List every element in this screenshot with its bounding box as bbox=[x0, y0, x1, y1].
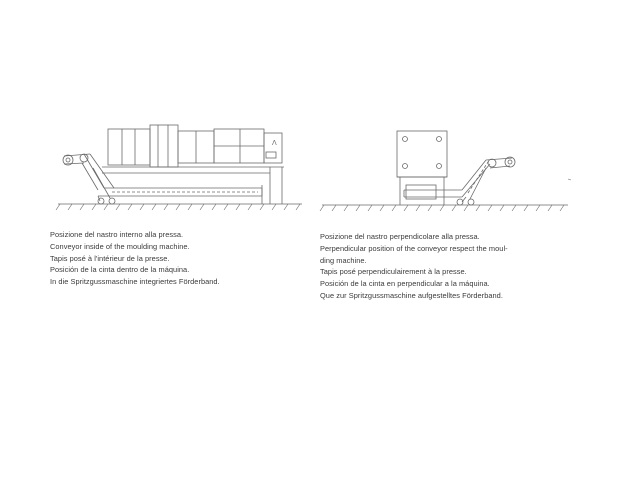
right-caption-line-es: Posición de la cinta en perpendicular a la máquina. bbox=[320, 279, 490, 289]
left-conveyor bbox=[63, 154, 262, 204]
right-figure bbox=[320, 131, 571, 211]
right-ground-hatching bbox=[320, 205, 564, 211]
left-figure bbox=[56, 125, 302, 210]
right-caption-line-en-2: ding machine. bbox=[320, 255, 367, 265]
svg-text:Λ: Λ bbox=[272, 140, 277, 147]
right-stray-mark bbox=[568, 179, 571, 180]
left-caption-line-es: Posición de la cinta dentro de la máquina. bbox=[50, 265, 190, 275]
right-conveyor bbox=[404, 157, 515, 205]
left-caption-line-fr: Tapis posé à l'intérieur de la presse. bbox=[50, 253, 170, 263]
left-caption-line-de: In die Spritzgussmaschine integriertes Förderband. bbox=[50, 277, 220, 287]
right-moulding-machine bbox=[397, 131, 447, 205]
left-caption bbox=[50, 229, 305, 288]
right-caption-line-de: Que zur Spritzgussmaschine aufgestelltes Förderband. bbox=[320, 290, 503, 300]
right-caption-line-en-1: Perpendicular position of the conveyor respect the moul- bbox=[320, 243, 508, 253]
left-ground-hatching bbox=[56, 204, 300, 210]
left-caption-line-it: Posizione del nastro interno alla pressa. bbox=[50, 230, 184, 239]
right-caption bbox=[320, 231, 582, 302]
right-caption-line-fr: Tapis posé perpendiculairement à la presse. bbox=[320, 267, 467, 277]
left-caption-line-en: Conveyor inside of the moulding machine. bbox=[50, 241, 190, 251]
right-caption-line-it: Posizione del nastro perpendicolare alla pressa. bbox=[320, 232, 480, 241]
